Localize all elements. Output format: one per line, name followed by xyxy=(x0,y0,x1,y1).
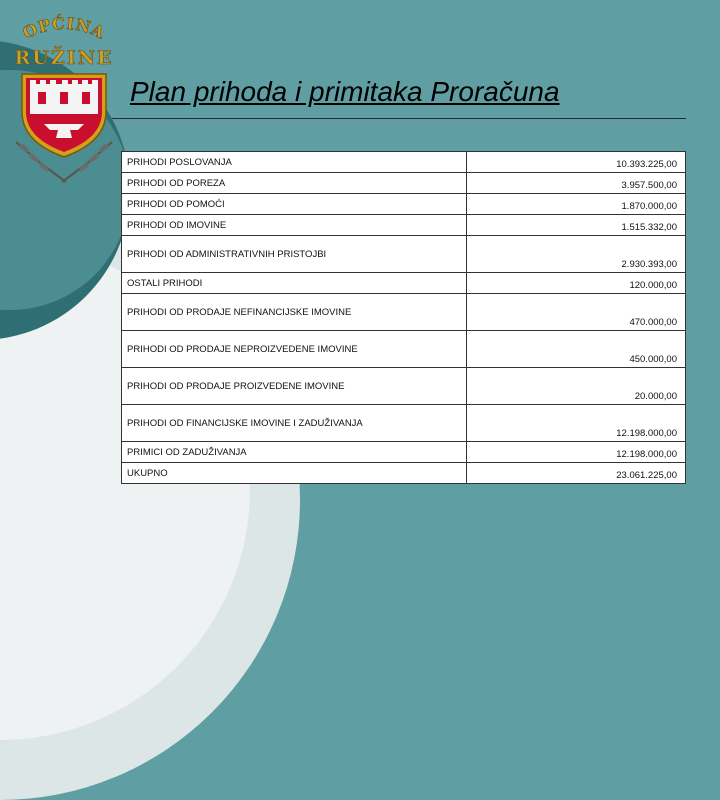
total-amount: 23.061.225,00 xyxy=(467,463,686,484)
row-label: PRIMICI OD ZADUŽIVANJA xyxy=(122,442,467,463)
row-label: PRIHODI OD PRODAJE NEPROIZVEDENE IMOVINE xyxy=(122,331,467,368)
page-title: Plan prihoda i primitaka Proračuna xyxy=(130,76,560,107)
row-label: PRIHODI POSLOVANJA xyxy=(122,152,467,173)
row-amount: 1.515.332,00 xyxy=(467,215,686,236)
row-amount: 1.870.000,00 xyxy=(467,194,686,215)
row-amount: 470.000,00 xyxy=(467,294,686,331)
table-row xyxy=(122,368,686,405)
row-amount: 12.198.000,00 xyxy=(467,442,686,463)
table-row xyxy=(122,331,686,368)
row-label: PRIHODI OD IMOVINE xyxy=(122,215,467,236)
table-row xyxy=(122,442,686,463)
title-divider xyxy=(112,118,686,119)
row-amount: 10.393.225,00 xyxy=(467,152,686,173)
table-row xyxy=(122,294,686,331)
table-row-total xyxy=(122,463,686,484)
table-row xyxy=(122,236,686,273)
row-label: OSTALI PRIHODI xyxy=(122,273,467,294)
table-row xyxy=(122,405,686,442)
svg-text:OPĆINA: OPĆINA xyxy=(19,13,109,43)
row-amount: 2.930.393,00 xyxy=(467,236,686,273)
row-label: PRIHODI OD POREZA xyxy=(122,173,467,194)
row-label: PRIHODI OD POMOĆI xyxy=(122,194,467,215)
table-row xyxy=(122,152,686,173)
row-amount: 20.000,00 xyxy=(467,368,686,405)
municipality-crest-logo xyxy=(8,12,120,187)
row-amount: 3.957.500,00 xyxy=(467,173,686,194)
revenue-table xyxy=(121,151,686,484)
row-label: PRIHODI OD FINANCIJSKE IMOVINE I ZADUŽIVANJA xyxy=(122,405,467,442)
row-amount: 12.198.000,00 xyxy=(467,405,686,442)
row-label: PRIHODI OD PRODAJE PROIZVEDENE IMOVINE xyxy=(122,368,467,405)
table-row xyxy=(122,194,686,215)
row-amount: 120.000,00 xyxy=(467,273,686,294)
table-row xyxy=(122,215,686,236)
total-label: UKUPNO xyxy=(122,463,467,484)
row-label: PRIHODI OD PRODAJE NEFINANCIJSKE IMOVINE xyxy=(122,294,467,331)
row-amount: 450.000,00 xyxy=(467,331,686,368)
row-label: PRIHODI OD ADMINISTRATIVNIH PRISTOJBI xyxy=(122,236,467,273)
table-row xyxy=(122,273,686,294)
table-row xyxy=(122,173,686,194)
svg-text:RUŽINE: RUŽINE xyxy=(14,47,114,69)
